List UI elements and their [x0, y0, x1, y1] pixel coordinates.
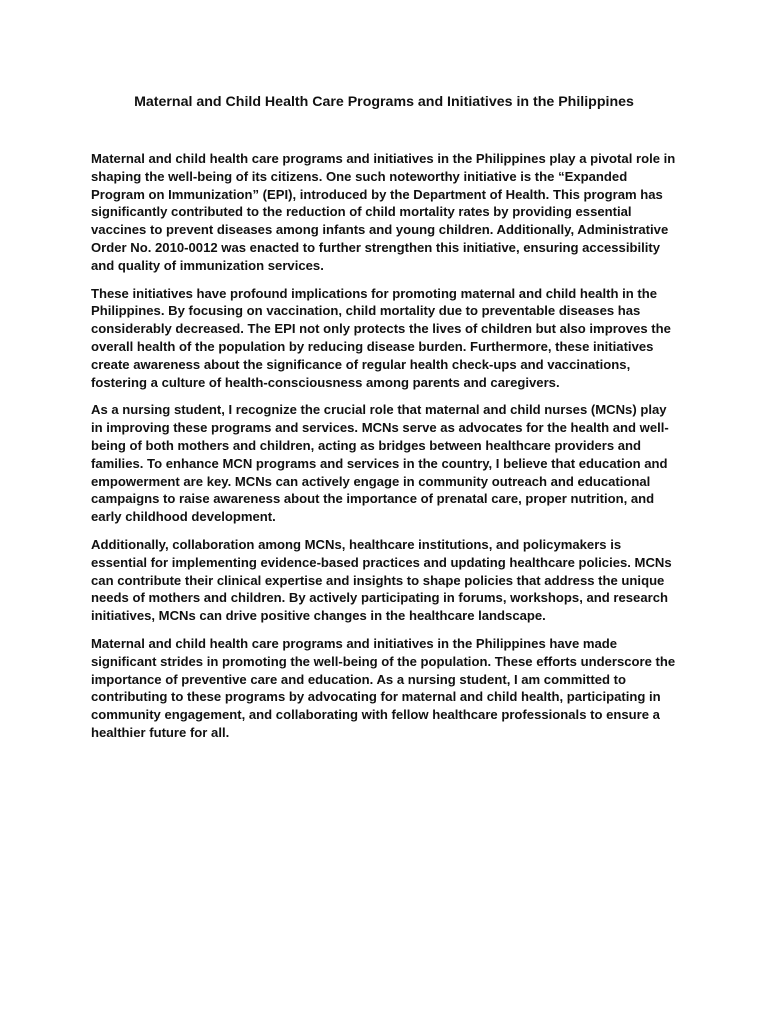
paragraph-4: Additionally, collaboration among MCNs, healthcare institutions, and policymakers is essential for implementing evidence-based practices and updating healthcare policies. MCNs can contribute their clinical expertise and insights to shape policies that address the unique needs of mothers and children. By actively participating in forums, workshops, and research initiatives, MCNs can drive positive changes in the healthcare landscape.	[91, 536, 672, 624]
paragraph-5: Maternal and child health care programs and initiatives in the Philippines have made significant strides in promoting the well-being of the population. These efforts underscore the importance of preventive care and education. As a nursing student, I am committed to contributing to these programs by advocating for maternal and child health, participating in community engagement, and collaborating with fellow healthcare professionals to ensure a healthier future for all.	[91, 635, 676, 740]
document-body	[91, 150, 677, 752]
paragraph-2: These initiatives have profound implications for promoting maternal and child health in the Philippines. By focusing on vaccination, child mortality due to preventable diseases has considerably decreased. The EPI not only protects the lives of children but also improves the overall health of the population by reducing disease burden. Furthermore, these initiatives create awareness about the significance of regular health check-ups and vaccinations, fostering a culture of health-consciousness among parents and caregivers.	[91, 285, 671, 390]
paragraph-1: Maternal and child health care programs and initiatives in the Philippines play a pivotal role in shaping the well-being of its citizens. One such noteworthy initiative is the “Expanded Program on Immunization” (EPI), introduced by the Department of Health. This program has significantly contributed to the reduction of child mortality rates by providing essential vaccines to prevent diseases among infants and young children. Additionally, Administrative Order No. 2010-0012 was enacted to further strengthen this initiative, ensuring accessibility and quality of immunization services.	[91, 151, 676, 273]
paragraph-3: As a nursing student, I recognize the crucial role that maternal and child nurses (MCNs) play in improving these programs and services. MCNs serve as advocates for the health and well-being of both mothers and children, acting as bridges between healthcare providers and families. To enhance MCN programs and services in the country, I believe that education and empowerment are key. MCNs can actively engage in community outreach and educational campaigns to raise awareness about the importance of prenatal care, proper nutrition, and early childhood development.	[91, 402, 669, 525]
document-title: Maternal and Child Health Care Programs and Initiatives in the Philippines	[134, 94, 634, 110]
